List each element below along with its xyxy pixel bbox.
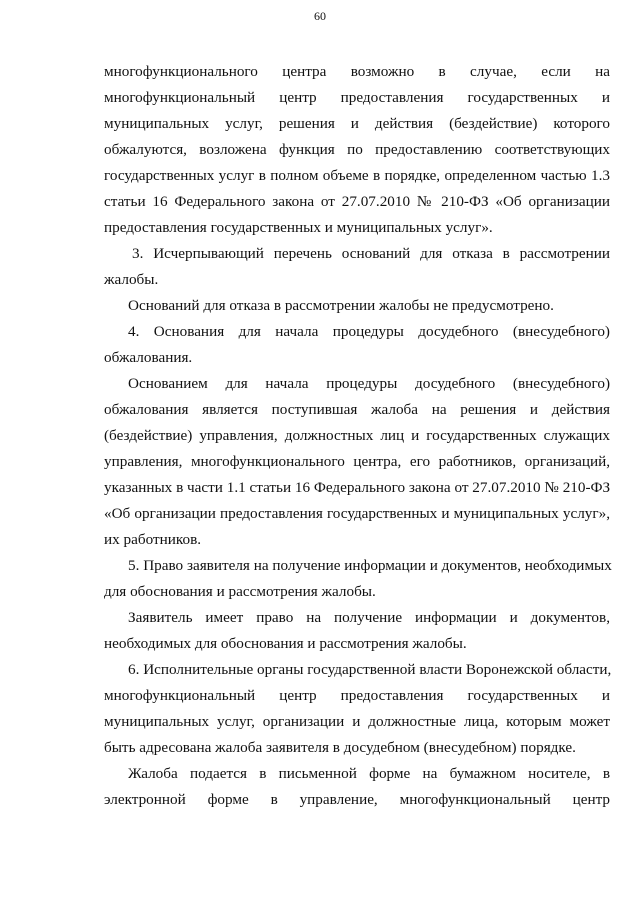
text-line: обжалования. xyxy=(104,349,193,366)
text-line: Заявитель имеет право на получение информации и документов, xyxy=(128,609,610,626)
section-heading: 3. Исчерпывающий перечень оснований для отказа в рассмотрении xyxy=(132,245,610,262)
section-heading: 5. Право заявителя на получение информации и документов, необходимых xyxy=(128,557,612,574)
text-line: указанных в части 1.1 статьи 16 Федерального закона от 27.07.2010 № 210-ФЗ xyxy=(104,479,611,496)
text-line: многофункционального центра возможно в случае, если на xyxy=(104,63,610,80)
section-heading: 6. Исполнительные органы государственной власти Воронежской области, xyxy=(128,661,612,678)
text-line: муниципальных услуг, организации и должностные лица, которым может xyxy=(104,713,610,730)
text-line: муниципальных услуг, решения и действия (бездействие) которого xyxy=(104,115,610,132)
text-line: необходимых для обоснования и рассмотрения жалобы. xyxy=(104,635,467,652)
text-line: Основанием для начала процедуры досудебного (внесудебного) xyxy=(128,375,610,392)
text-line: многофункциональный центр предоставления государственных и xyxy=(104,687,610,704)
text-line: статьи 16 Федерального закона от 27.07.2010 № 210-ФЗ «Об организации xyxy=(104,193,610,210)
text-line: жалобы. xyxy=(104,271,159,288)
text-line: для обоснования и рассмотрения жалобы. xyxy=(104,583,376,600)
text-line: быть адресована жалоба заявителя в досудебном (внесудебном) порядке. xyxy=(104,739,576,756)
text-line: обжалования является поступившая жалоба на решения и действия xyxy=(104,401,610,418)
text-line: электронной форме в управление, многофункциональный центр xyxy=(104,791,610,808)
text-line: государственных услуг в полном объеме в порядке, определенном частью 1.3 xyxy=(104,167,610,184)
text-line: «Об организации предоставления государственных и муниципальных услуг», xyxy=(104,505,610,522)
text-line: их работников. xyxy=(104,531,202,548)
section-heading: 4. Основания для начала процедуры досудебного (внесудебного) xyxy=(128,323,610,340)
text-line: (бездействие) управления, должностных лиц и государственных служащих xyxy=(104,427,610,444)
text-line: предоставления государственных и муниципальных услуг». xyxy=(104,219,493,236)
text-line: Жалоба подается в письменной форме на бумажном носителе, в xyxy=(128,765,610,782)
text-line: многофункциональный центр предоставления государственных и xyxy=(104,89,610,106)
text-line: Оснований для отказа в рассмотрении жалобы не предусмотрено. xyxy=(128,297,554,314)
page-number: 60 xyxy=(314,9,326,23)
text-line: обжалуются, возложена функция по предоставлению соответствующих xyxy=(104,141,610,158)
text-line: управления, многофункционального центра, его работников, организаций, xyxy=(104,453,610,470)
